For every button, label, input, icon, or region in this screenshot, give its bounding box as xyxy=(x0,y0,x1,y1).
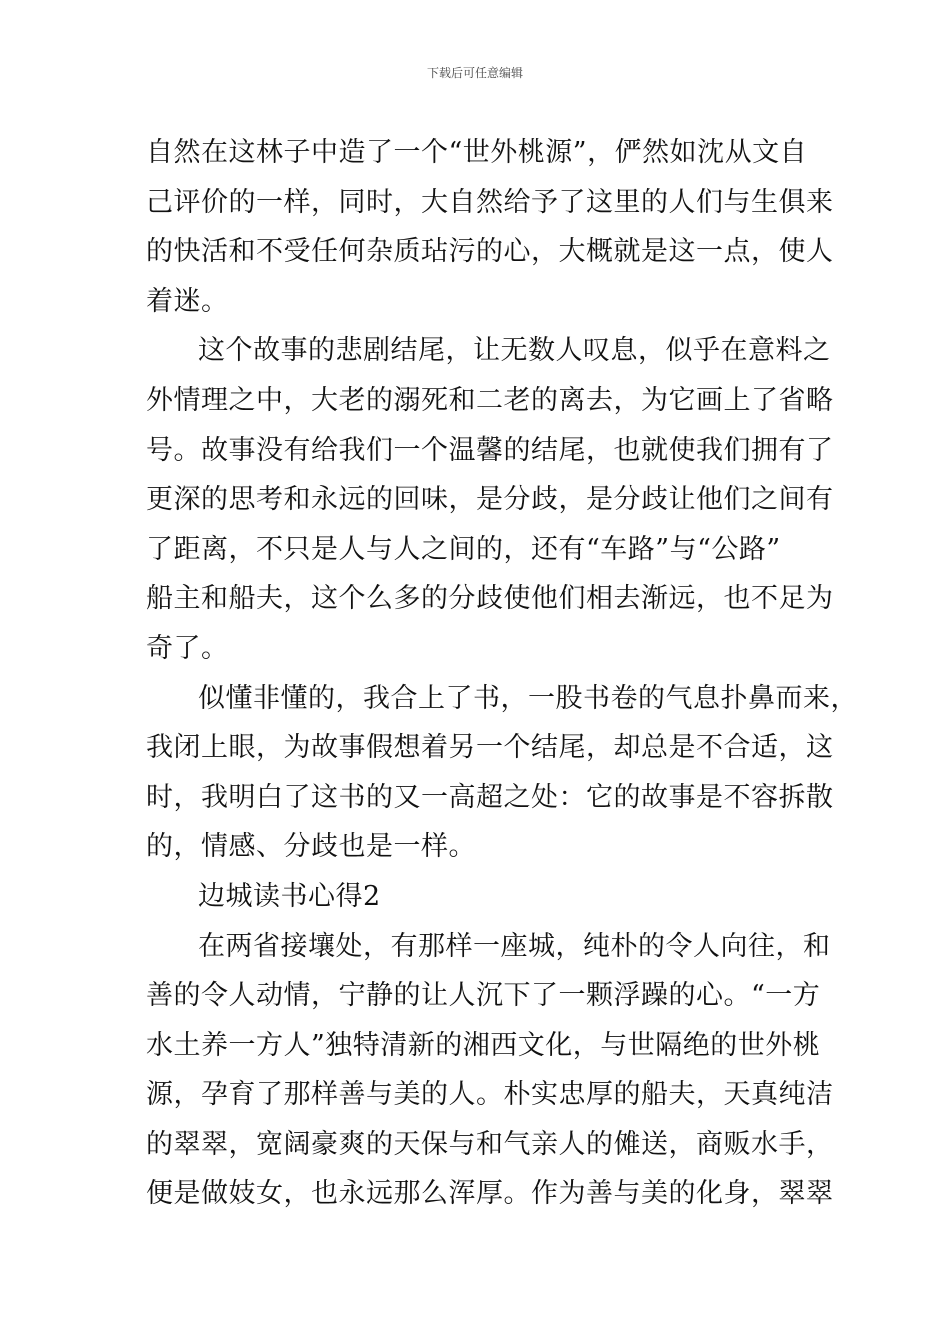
text-line: 善的令人动情，宁静的让人沉下了一颗浮躁的心。“一方 xyxy=(146,980,821,1012)
text-line: 这个故事的悲剧结尾，让无数人叹息，似乎在意料之 xyxy=(198,335,831,367)
document-body xyxy=(146,128,858,1219)
text-line: 便是做妓女，也永远那么浑厚。作为善与美的化身，翠翠 xyxy=(146,1178,834,1210)
text-line: 船主和船夫，这个么多的分歧使他们相去渐远，也不足为 xyxy=(146,583,834,615)
text-line: 的翠翠，宽阔豪爽的天保与和气亲人的傩送，商贩水手， xyxy=(146,1128,834,1160)
text-line: 的快活和不受任何杂质玷污的心，大概就是这一点，使人 xyxy=(146,236,834,268)
text-line: 更深的思考和永远的回味，是分歧，是分歧让他们之间有 xyxy=(146,484,834,516)
text-line: 自然在这林子中造了一个“世外桃源”，俨然如沈从文自 xyxy=(146,137,808,168)
section-heading: 边城读书心得2 xyxy=(198,880,381,912)
text-line: 了距离，不只是人与人之间的，还有“车路”与“公路” xyxy=(146,533,781,565)
text-line: 我闭上眼，为故事假想着另一个结尾，却总是不合适，这 xyxy=(146,732,834,764)
text-line: 在两省接壤处，有那样一座城，纯朴的令人向往，和 xyxy=(198,930,831,962)
page-header: 下载后可任意编辑 xyxy=(426,66,523,80)
text-line: 源，孕育了那样善与美的人。朴实忠厚的船夫，天真纯洁 xyxy=(146,1079,834,1111)
text-line: 水土养一方人”独特清新的湘西文化，与世隔绝的世外桃 xyxy=(146,1029,821,1061)
text-line: 号。故事没有给我们一个温馨的结尾，也就使我们拥有了 xyxy=(146,434,834,466)
text-line: 似懂非懂的，我合上了书，一股书卷的气息扑鼻而来， xyxy=(198,682,858,714)
text-line: 奇了。 xyxy=(146,632,229,664)
text-line: 的，情感、分歧也是一样。 xyxy=(146,831,476,863)
text-line: 着迷。 xyxy=(146,285,229,317)
text-line: 己评价的一样，同时，大自然给予了这里的人们与生俱来 xyxy=(146,186,834,218)
text-line: 外情理之中，大老的溺死和二老的离去，为它画上了省略 xyxy=(146,384,834,416)
text-line: 时，我明白了这书的又一高超之处：它的故事是不容拆散 xyxy=(146,781,834,813)
